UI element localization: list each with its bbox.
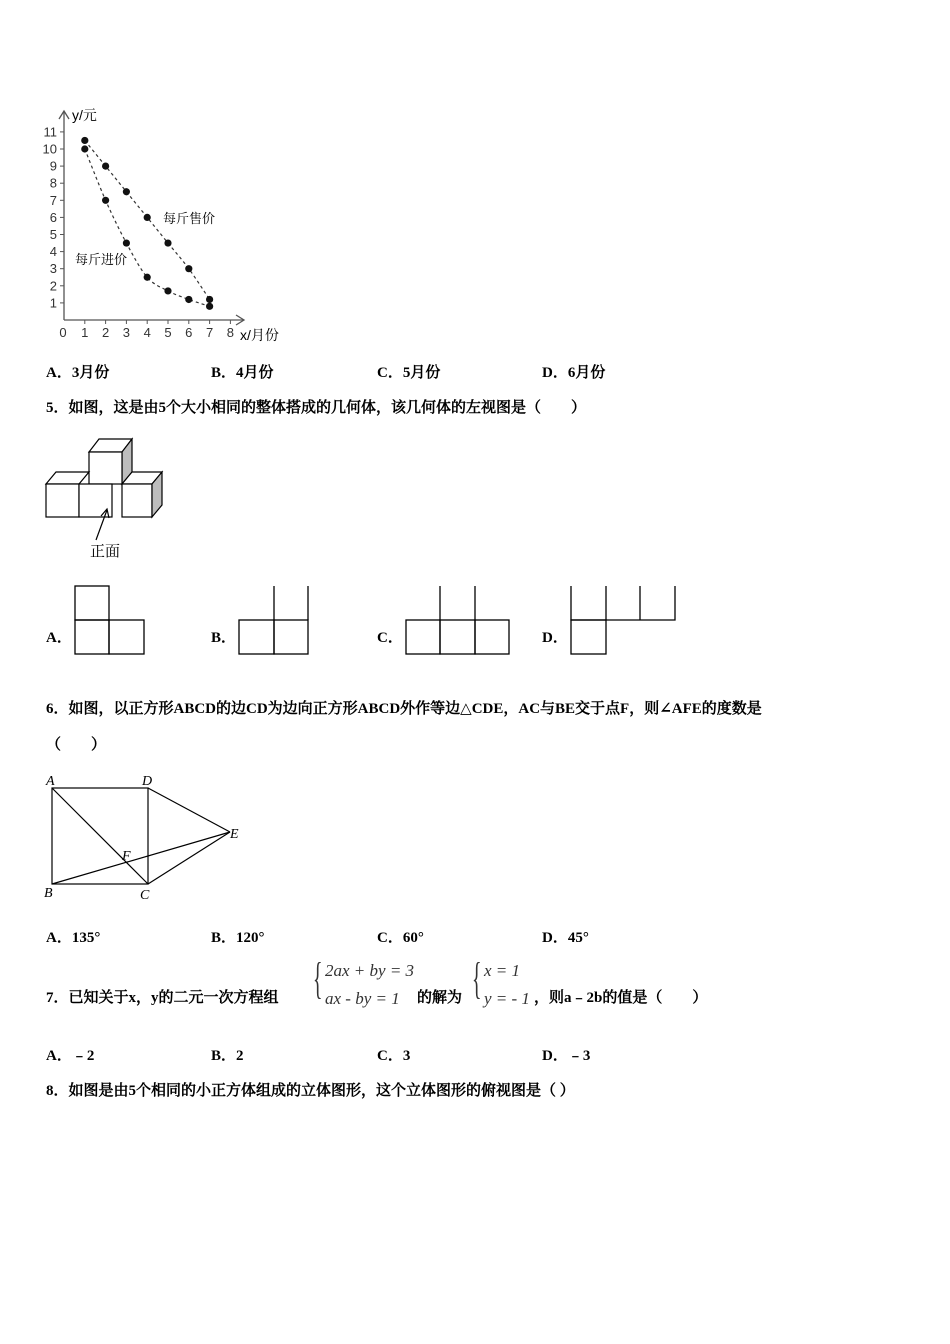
y-tick-label: 4: [49, 244, 57, 260]
cube-top-face: [46, 472, 89, 484]
data-point: [144, 274, 151, 281]
point-c-label: C: [140, 888, 150, 903]
option-text: 120°: [236, 930, 265, 946]
q5-option-d-label[interactable]: D．: [542, 630, 568, 646]
q4-option-a[interactable]: [46, 361, 109, 382]
data-point: [81, 137, 88, 144]
option-text: 45°: [567, 930, 589, 946]
data-point: [123, 239, 130, 246]
point-f-label: F: [122, 849, 131, 864]
q5-option-c-label[interactable]: C．: [377, 630, 403, 646]
q5-stem: 5．如图，这是由5个大小相同的整体搭成的几何体，该几何体的左视图是（ ）: [46, 400, 587, 416]
option-key: A．: [46, 1048, 72, 1064]
series-line-1: [85, 149, 210, 306]
q6-option-b[interactable]: [211, 926, 265, 947]
data-point: [164, 287, 171, 294]
y-tick-label: 7: [49, 192, 57, 208]
y-tick-label: 5: [49, 227, 57, 242]
option-text: 4月份: [236, 365, 274, 381]
option-key: D．: [542, 365, 568, 381]
x-tick-label: 5: [164, 325, 172, 340]
option-text: ﹣2: [71, 1048, 95, 1064]
y-tick-label: 8: [49, 175, 57, 191]
data-point: [164, 239, 171, 246]
point-a-label: A: [46, 774, 55, 789]
cube-front: [46, 484, 79, 517]
x-tick-label: 0: [59, 325, 67, 340]
x-tick-label: 7: [205, 325, 214, 340]
q7-equation-1: 2ax + by = 3: [325, 961, 415, 980]
x-tick-label: 8: [226, 325, 235, 340]
option-text: 3: [402, 1048, 411, 1064]
q5-option-d-view[interactable]: [570, 585, 680, 657]
q7-solution-2: y = - 1: [484, 989, 530, 1008]
point-d-label: D: [142, 774, 153, 789]
q6-geometry-figure: [42, 770, 252, 905]
segment-de: [148, 788, 230, 832]
data-point: [144, 214, 151, 221]
y-tick-label: 6: [49, 209, 57, 225]
q5-option-a-label[interactable]: A．: [46, 630, 72, 646]
y-tick-label: 2: [49, 278, 57, 294]
data-point: [81, 145, 88, 152]
option-text: 3月份: [71, 365, 110, 381]
option-key: A．: [46, 365, 72, 381]
data-point: [206, 296, 213, 303]
option-key: D．: [542, 930, 568, 946]
x-axis-label: x/月份: [240, 327, 279, 343]
option-key: D．: [542, 1048, 568, 1064]
q6-option-d[interactable]: [542, 926, 589, 947]
q5-option-c-view[interactable]: [405, 585, 515, 657]
q7-solution-brace: {: [472, 954, 482, 1003]
price-chart: [0, 0, 320, 360]
q6-paren: （ ）: [46, 737, 107, 753]
data-point: [185, 296, 192, 303]
option-key: B．: [211, 365, 237, 381]
y-tick-label: 11: [43, 124, 57, 140]
q7-suffix: ，则a﹣2b的值是（ ）: [534, 990, 708, 1006]
q7-solution-1: x = 1: [484, 961, 521, 980]
q7-system-brace: {: [313, 954, 323, 1003]
q6-option-c[interactable]: [377, 926, 424, 947]
cube-front: [79, 484, 112, 517]
data-point: [185, 265, 192, 272]
option-key: C．: [377, 930, 403, 946]
option-key: C．: [377, 365, 403, 381]
q7-middle: 的解为: [417, 990, 463, 1006]
q7-option-a[interactable]: [46, 1044, 94, 1065]
q6-stem: 6．如图，以正方形ABCD的边CD为边向正方形ABCD外作等边△CDE，AC与BE交于点F，则∠AFE的度数是: [46, 701, 762, 717]
q5-option-b-view[interactable]: [238, 585, 313, 657]
q6-option-a[interactable]: [46, 926, 100, 947]
option-text: 6月份: [567, 365, 606, 381]
q7-prefix: 7．已知关于x，y的二元一次方程组: [46, 990, 279, 1006]
q5-option-b-label[interactable]: B．: [211, 630, 237, 646]
data-point: [102, 197, 109, 204]
q5-solid-figure: [40, 432, 175, 562]
x-tick-label: 6: [185, 325, 193, 340]
cube-front: [89, 452, 122, 484]
y-tick-label: 1: [49, 295, 57, 311]
option-key: C．: [377, 1048, 403, 1064]
q4-option-d[interactable]: [542, 361, 605, 382]
q7-option-c[interactable]: [377, 1044, 410, 1065]
q4-option-c[interactable]: [377, 361, 440, 382]
option-key: B．: [211, 1048, 237, 1064]
option-key: B．: [211, 930, 237, 946]
y-axis-label: y/元: [72, 107, 97, 123]
x-tick-label: 1: [81, 325, 89, 340]
x-tick-label: 4: [143, 325, 151, 340]
x-tick-label: 3: [122, 325, 131, 340]
cube-front: [122, 484, 152, 517]
option-key: A．: [46, 930, 72, 946]
q7-option-d[interactable]: [542, 1044, 590, 1065]
y-tick-label: 3: [49, 261, 57, 277]
chart-tick-labels: [43, 124, 234, 340]
option-text: 2: [236, 1048, 244, 1064]
q4-option-b[interactable]: [211, 361, 274, 382]
option-text: 5月份: [402, 365, 441, 381]
option-text: 135°: [71, 930, 101, 946]
q7-option-b[interactable]: [211, 1044, 244, 1065]
point-b-label: B: [44, 886, 53, 901]
option-text: 60°: [402, 930, 424, 946]
front-label: 正面: [90, 543, 121, 560]
q7-equation-2: ax - by = 1: [325, 989, 400, 1008]
option-text: ﹣3: [567, 1048, 591, 1064]
segment-ce: [148, 832, 230, 884]
q8-stem: 8．如图是由5个相同的小正方体组成的立体图形，这个立体图形的俯视图是（ ）: [46, 1083, 575, 1099]
point-e-label: E: [230, 827, 239, 842]
y-tick-label: 10: [42, 141, 57, 157]
series-label-buy: 每斤进价: [75, 252, 128, 267]
data-point: [123, 188, 130, 195]
data-point: [102, 163, 109, 170]
q5-option-a-view[interactable]: [74, 585, 149, 657]
y-tick-label: 9: [49, 158, 57, 174]
data-point: [206, 303, 213, 310]
x-tick-label: 2: [101, 325, 110, 340]
series-label-sell: 每斤售价: [163, 211, 216, 226]
